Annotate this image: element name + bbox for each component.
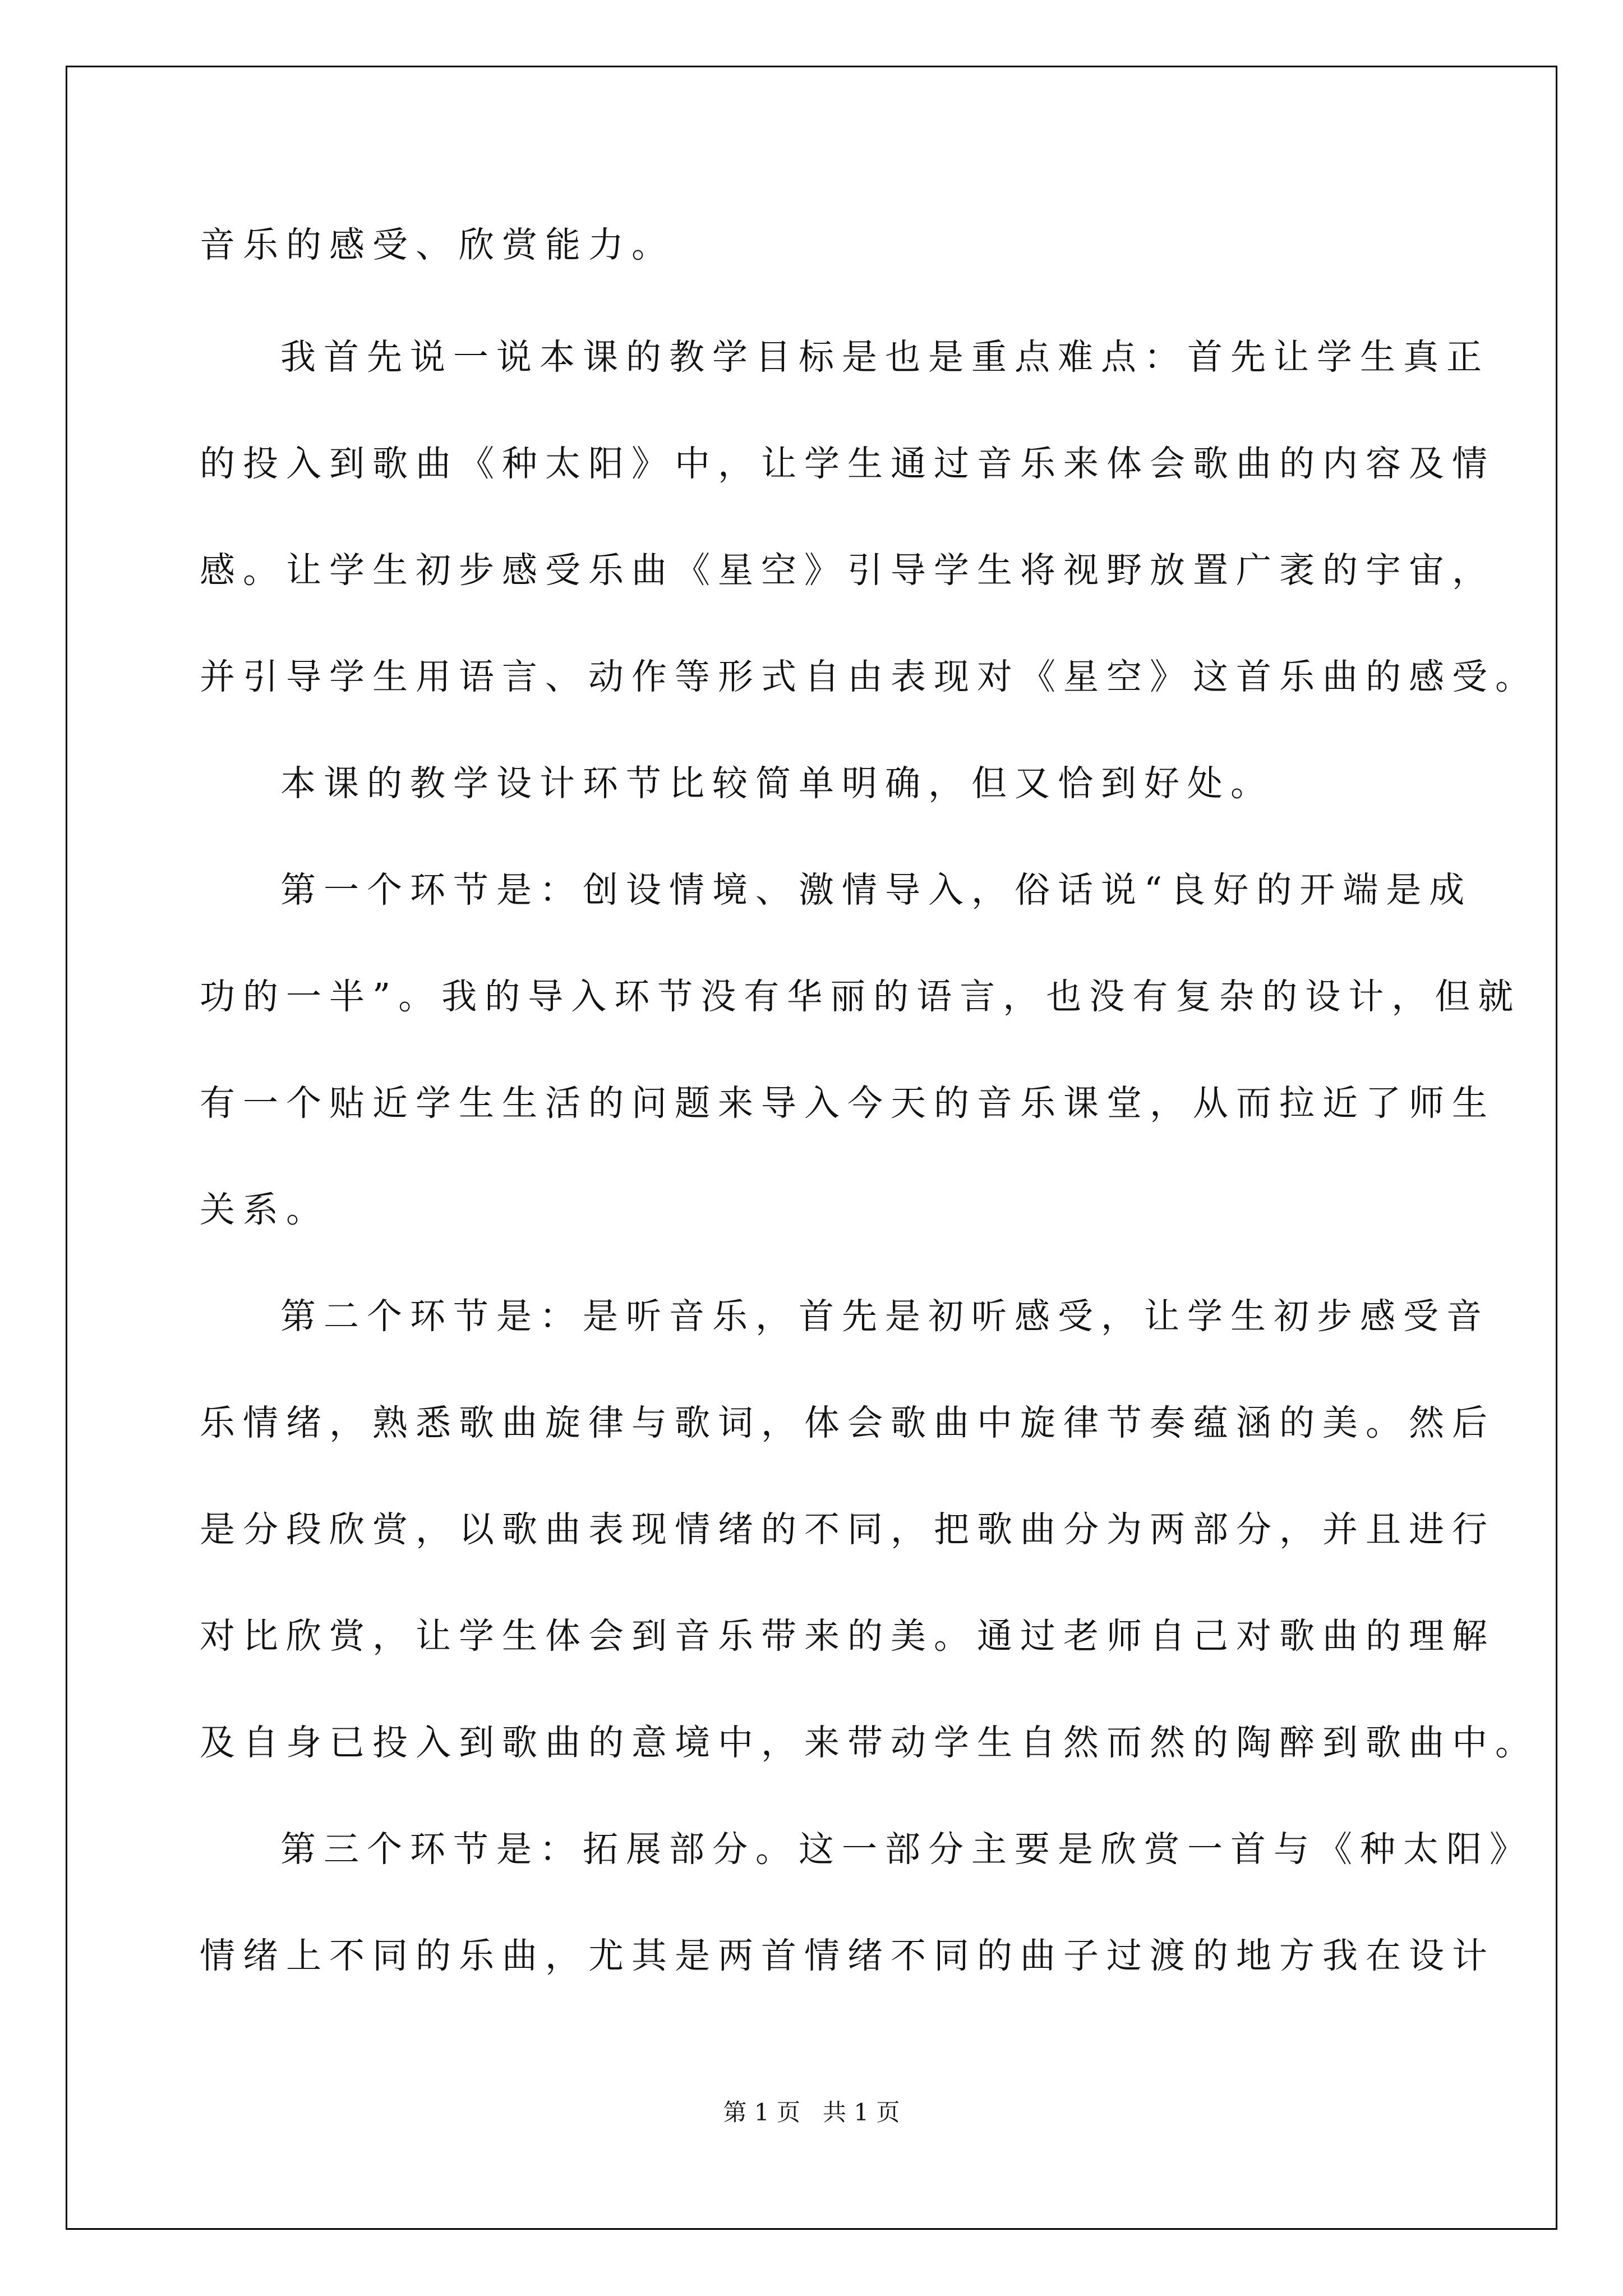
text-line: 功的一半”。我的导入环节没有华丽的语言，也没有复杂的设计，但就: [200, 976, 1521, 1017]
page-number-footer: 第 1 页 共 1 页: [723, 2099, 900, 2126]
text-line: 感。让学生初步感受乐曲《星空》引导学生将视野放置广袤的宇宙，: [200, 550, 1495, 591]
page-border: [66, 66, 1557, 2230]
paragraph-first-line: 第一个环节是：创设情境、激情导入，俗话说“良好的开端是成: [280, 869, 1473, 910]
text-line: 情绪上不同的乐曲，尤其是两首情绪不同的曲子过渡的地方我在设计: [200, 1935, 1495, 1976]
text-line: 及自身已投入到歌曲的意境中，来带动学生自然而然的陶醉到歌曲中。: [200, 1722, 1538, 1763]
paragraph-first-line: 第三个环节是：拓展部分。这一部分主要是欣赏一首与《种太阳》: [280, 1829, 1533, 1870]
text-line: 对比欣赏，让学生体会到音乐带来的美。通过老师自己对歌曲的理解: [200, 1616, 1495, 1657]
paragraph-first-line: 第二个环节是：是听音乐，首先是初听感受，让学生初步感受音: [280, 1296, 1490, 1337]
text-line: 有一个贴近学生生活的问题来导入今天的音乐课堂，从而拉近了师生: [200, 1083, 1495, 1124]
text-line: 的投入到歌曲《种太阳》中，让学生通过音乐来体会歌曲的内容及情: [200, 443, 1495, 484]
text-line: 关系。: [200, 1189, 329, 1230]
paragraph-first-line: 我首先说一说本课的教学目标是也是重点难点：首先让学生真正: [280, 337, 1490, 378]
text-line: 音乐的感受、欣赏能力。: [200, 224, 675, 265]
text-line: 是分段欣赏，以歌曲表现情绪的不同，把歌曲分为两部分，并且进行: [200, 1509, 1495, 1550]
paragraph-first-line: 本课的教学设计环节比较简单明确，但又恰到好处。: [280, 763, 1274, 804]
text-line: 乐情绪，熟悉歌曲旋律与歌词，体会歌曲中旋律节奏蕴涵的美。然后: [200, 1402, 1495, 1443]
text-line: 并引导学生用语言、动作等形式自由表现对《星空》这首乐曲的感受。: [200, 656, 1538, 697]
